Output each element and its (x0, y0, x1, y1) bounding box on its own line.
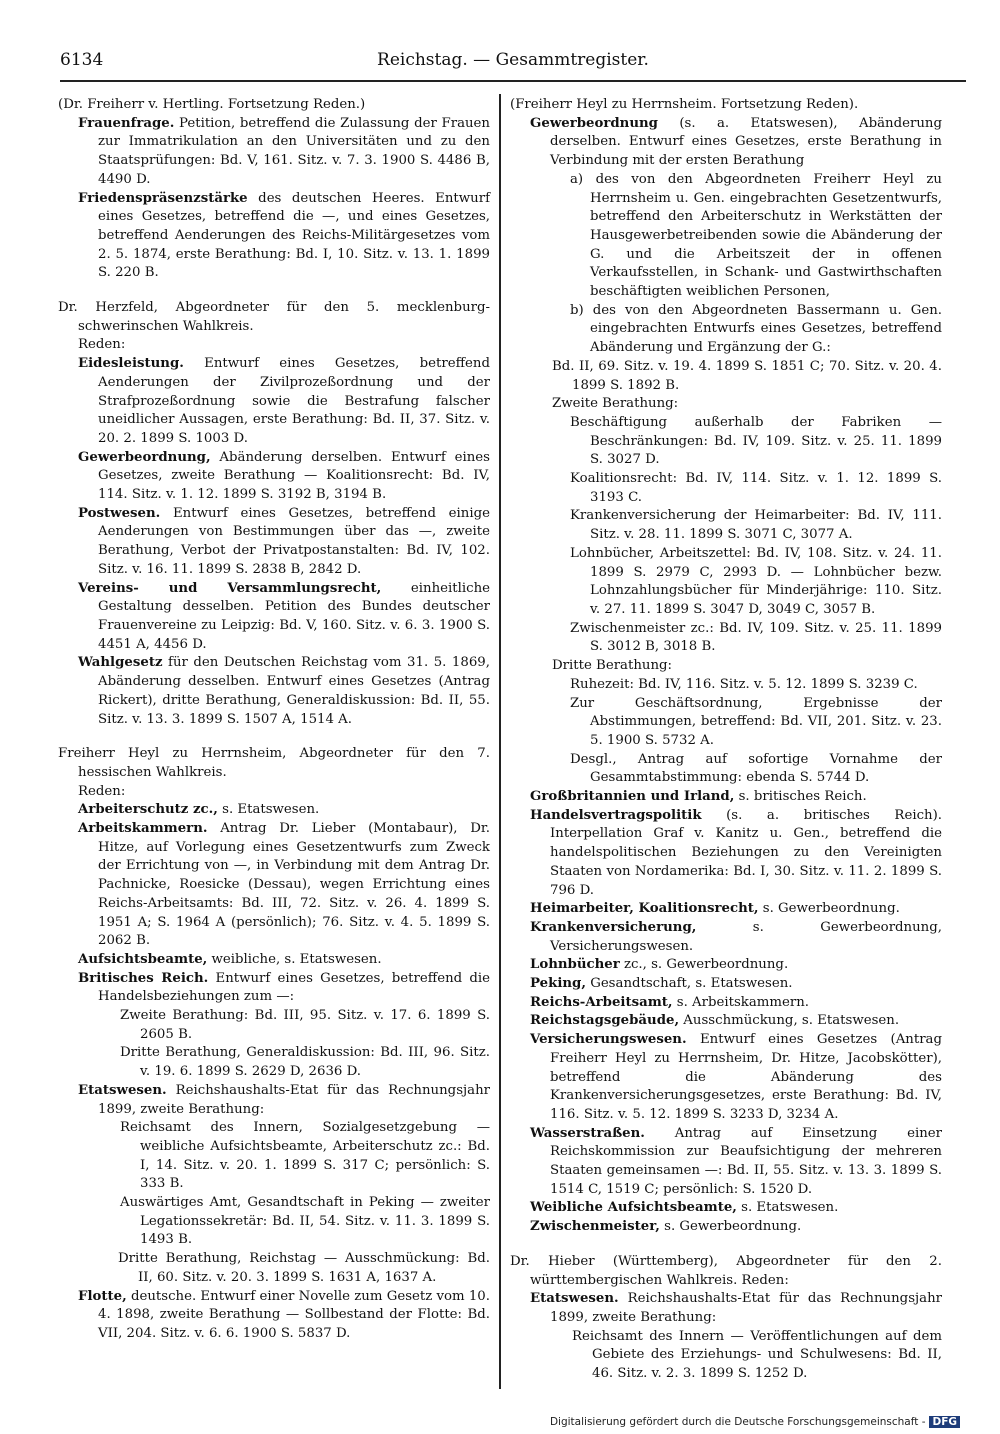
entry-text: für den Deutschen Reichstag vom 31. 5. 1869, Abänderung desselben. Entwurf eines Gesetzes (Antrag Rickert), dritte Berathung, Generaldiskussion: Bd. II, 55. Sitz. v. 13. 3. 1899 S. 1507 A, 1514 A. (98, 655, 490, 727)
index-entry (530, 1012, 942, 1031)
index-entry (78, 1082, 490, 1119)
index-entry (78, 355, 490, 449)
entry-text: Entwurf eines Gesetzes (Antrag Freiherr Heyl zu Herrnsheim, Dr. Hitze, Jacobskötter), betreffend die Abänderung des Krankenversicherungsgesetzes, erste Berathung: Bd. IV, 116. Sitz. v. 5. 12. 1899 S. 3233 D, 3234 A. (550, 1032, 942, 1122)
entry-keyword: Peking, (530, 976, 586, 992)
section-gap (510, 1237, 942, 1253)
index-entry (78, 1288, 490, 1344)
member-heading (58, 745, 490, 782)
sub-entry-text: Desgl., Antrag auf sofortige Vornahme der Gesammtabstimmung: ebenda S. 5744 D. (570, 751, 942, 786)
sub-entry-text: Lohnbücher, Arbeitszettel: Bd. IV, 108. Sitz. v. 24. 11. 1899 S. 2979 C, 2993 D. — Lohnbücher bezw. Lohnzahlungsbücher für Minderjährige: 110. Sitz. v. 27. 11. 1899 S. 3047 D, 3049 C, 3057 B. (570, 545, 942, 617)
entry-text: s. Gewerbeordnung. (659, 1219, 802, 1235)
entry-keyword: Friedenspräsenzstärke (78, 190, 248, 206)
entry-keyword: Flotte, (78, 1288, 127, 1304)
entry-text: weibliche, s. Etatswesen. (207, 951, 382, 967)
sub-entry-text: Ruhezeit: Bd. IV, 116. Sitz. v. 5. 12. 1899 S. 3239 C. (570, 676, 918, 692)
entry-keyword: Vereins- und Versammlungsrecht, (78, 580, 382, 596)
index-entry (78, 190, 490, 284)
entry-text: Ausschmückung, s. Etatswesen. (679, 1013, 900, 1029)
index-entry (78, 951, 490, 970)
sub-entry (570, 507, 942, 544)
header-rule (60, 80, 966, 82)
entry-text: s. Gewerbeordnung, Versicherungswesen. (550, 919, 942, 954)
running-head: Reichstag. — Gesammtregister. (377, 50, 649, 70)
sub-entry-text: Zwischenmeister zc.: Bd. IV, 109. Sitz. v. 25. 11. 1899 S. 3012 B, 3018 B. (570, 620, 942, 655)
entry-keyword: Eidesleistung. (78, 356, 184, 372)
sub-entry (120, 1007, 490, 1044)
index-entry (530, 919, 942, 956)
entry-text: deutsche. Entwurf einer Novelle zum Gesetz vom 10. 4. 1898, zweite Berathung — Sollbestand der Flotte: Bd. VII, 204. Sitz. v. 6. 6. 1900 S. 5837 D. (98, 1288, 490, 1341)
sub-entry-text: Reichsamt des Innern — Veröffentlichungen auf dem Gebiete des Erziehungs- und Schulwesens: Bd. II, 46. Sitz. v. 2. 3. 1899 S. 1252 D. (572, 1328, 942, 1382)
index-entry (530, 900, 942, 919)
sub-entry (552, 358, 942, 395)
member-name: Dr. Hieber (Württemberg), Abgeordneter für den 2. württembergischen Wahlkreis. Reden: (510, 1253, 942, 1288)
sub-entry (570, 695, 942, 751)
sub-entry (118, 1250, 490, 1287)
sub-entry (552, 657, 942, 676)
sub-entry-text: Beschäftigung außerhalb der Fabriken — Beschränkungen: Bd. IV, 109. Sitz. v. 25. 11. 1899 S. 3027 D. (570, 414, 942, 468)
entry-text: zc., s. Gewerbeordnung. (619, 957, 789, 973)
index-entry (78, 115, 490, 190)
entry-keyword: Weibliche Aufsichtsbeamte, (530, 1200, 737, 1216)
entry-text: Gesandtschaft, s. Etatswesen. (585, 976, 793, 992)
sub-entry-text: Bd. II, 69. Sitz. v. 19. 4. 1899 S. 1851 C; 70. Sitz. v. 20. 4. 1899 S. 1892 B. (552, 358, 942, 393)
index-entry (78, 505, 490, 580)
entry-keyword: Postwesen. (78, 505, 161, 521)
sub-entry (570, 620, 942, 657)
sub-entry-text: Krankenversicherung der Heimarbeiter: Bd. IV, 111. Sitz. v. 28. 11. 1899 S. 3071 C, 3077 A. (570, 508, 942, 543)
section-gap (58, 283, 490, 299)
entry-keyword: Arbeitskammern. (78, 821, 208, 837)
index-entry (530, 1199, 942, 1218)
speeches-label-text: Reden: (78, 783, 126, 799)
page-number: 6134 (60, 50, 104, 70)
sub-entry-text: Auswärtiges Amt, Gesandtschaft in Peking — zweiter Legationssekretär: Bd. II, 54. Sitz. v. 11. 3. 1899 S. 1493 B. (120, 1195, 490, 1248)
member-heading (58, 299, 490, 336)
sub-entry-text: a) des von den Abgeordneten Freiherr Heyl zu Herrnsheim u. Gen. eingebrachten Gesetzentwurfs, betreffend den Arbeiterschutz in Werkstätten der Hausgewerbetreibenden sowie die Abänderung der G. und die Arbeitszeit der in offenen Verkaufsstellen, in Schank- und Gastwirthschaften beschäftigten weiblichen Personen, (570, 171, 942, 300)
entry-text: Antrag auf Einsetzung einer Reichskommission zur Beaufsichtigung der mehreren Staaten gemeinsamen —: Bd. II, 55. Sitz. v. 13. 3. 1899 S. 1514 C, 1519 C; persönlich: S. 1520 D. (550, 1125, 942, 1197)
index-entry (78, 820, 490, 951)
entry-keyword: Krankenversicherung, (530, 919, 697, 935)
index-entry (530, 956, 942, 975)
entry-keyword: Etatswesen. (78, 1082, 167, 1098)
sub-entry-text: Dritte Berathung, Reichstag — Ausschmückung: Bd. II, 60. Sitz. v. 20. 3. 1899 S. 1631 A, 1637 A. (118, 1251, 490, 1285)
index-entry (78, 654, 490, 729)
sub-entry-text: Dritte Berathung, Generaldiskussion: Bd. III, 96. Sitz. v. 19. 6. 1899 S. 2629 D, 2636 D. (120, 1045, 490, 1080)
entry-text: Entwurf eines Gesetzes, betreffend die Handelsbeziehungen zum —: (98, 970, 490, 1005)
entry-text: s. Etatswesen. (217, 802, 320, 818)
entry-text: (s. a. Etatswesen), Abänderung derselben. Entwurf eines Gesetzes, erste Berathung in Verbindung mit der ersten Berathung (550, 115, 942, 169)
entry-keyword: Lohnbücher (530, 957, 620, 973)
continuation-text: (Dr. Freiherr v. Hertling. Fortsetzung Reden.) (58, 97, 366, 112)
sub-entry (120, 1119, 490, 1194)
sub-entry (570, 171, 942, 302)
index-entry (78, 801, 490, 820)
entry-keyword: Etatswesen. (530, 1291, 619, 1307)
member-heading (510, 1253, 942, 1290)
entry-keyword: Aufsichtsbeamte, (78, 951, 208, 967)
entry-keyword: Wahlgesetz (78, 655, 163, 671)
entry-keyword: Heimarbeiter, Koalitionsrecht, (530, 901, 759, 917)
index-entry (530, 1125, 942, 1200)
entry-keyword: Arbeiterschutz zc., (78, 802, 218, 818)
member-name: Freiherr Heyl zu Herrnsheim, Abgeordneter für den 7. hessischen Wahlkreis. (58, 746, 490, 780)
index-entry (530, 1290, 942, 1327)
speeches-label (78, 336, 490, 355)
index-entry (78, 970, 490, 1007)
index-entry (530, 994, 942, 1013)
sub-entry (572, 1328, 942, 1384)
entry-text: des deutschen Heeres. Entwurf eines Gesetzes, betreffend die —, und eines Gesetzes, betreffend Aenderungen des Reichs-Militärgesetzes vom 2. 5. 1874, erste Berathung: Bd. I, 10. Sitz. v. 13. 1. 1899 S. 220 B. (98, 190, 490, 281)
speeches-label-text: Reden: (78, 337, 126, 353)
entry-text: (s. a. britisches Reich). Interpellation Graf v. Kanitz u. Gen., betreffend die handelspolitischen Beziehungen zu den Vereinigten Staaten von Nordamerika: Bd. I, 30. Sitz. v. 11. 2. 1899 S. 796 D. (550, 807, 942, 898)
sub-entry (570, 676, 942, 695)
sub-entry-text: Koalitionsrecht: Bd. IV, 114. Sitz. v. 1. 12. 1899 S. 3193 C. (570, 471, 942, 505)
index-entry (530, 1218, 942, 1237)
entry-text: Entwurf eines Gesetzes, betreffend einige Aenderungen von Bestimmungen über das —, zweite Berathung, Verbot der Privatpostanstalten: Bd. IV, 102. Sitz. v. 16. 11. 1899 S. 2838 B, 2842 D. (98, 505, 490, 577)
index-entry (530, 115, 942, 171)
entry-keyword: Versicherungswesen. (530, 1032, 687, 1048)
entry-text: Petition, betreffend die Zulassung der Frauen zur Immatrikulation an den Universitäten und zu den Staatsprüfungen: Bd. V, 161. Sitz. v. 7. 3. 1900 S. 4486 B, 4490 D. (98, 115, 490, 187)
footer-credit: Digitalisierung gefördert durch die Deutsche Forschungsgemeinschaft - (549, 1416, 926, 1428)
continuation-text: (Freiherr Heyl zu Herrnsheim. Fortsetzung Reden). (510, 97, 859, 112)
sub-entry-text: Zweite Berathung: (552, 396, 679, 412)
left-column (58, 96, 490, 1344)
entry-text: Entwurf eines Gesetzes, betreffend Aenderungen der Zivilprozeßordnung und der Strafprozeßordnung sowie die Bestrafung falscher uneidlicher Aussagen, erste Berathung: Bd. II, 37. Sitz. v. 20. 2. 1899 S. 1003 D. (98, 356, 490, 446)
sub-entry (570, 751, 942, 788)
sub-entry-text: Zur Geschäftsordnung, Ergebnisse der Abstimmungen, betreffend: Bd. VII, 201. Sitz. v. 23. 5. 1900 S. 5732 A. (570, 695, 942, 748)
speeches-label (78, 783, 490, 802)
section-gap (58, 729, 490, 745)
footer (550, 1416, 960, 1428)
entry-text: Reichshaushalts-Etat für das Rechnungsjahr 1899, zweite Berathung: (550, 1291, 942, 1325)
entry-text: s. Etatswesen. (736, 1200, 839, 1216)
sub-entry-text: Reichsamt des Innern, Sozialgesetzgebung — weibliche Aufsichtsbeamte, Arbeiterschutz zc.: Bd. I, 14. Sitz. v. 20. 1. 1899 S. 317 C; persönlich: S. 333 B. (120, 1120, 490, 1192)
sub-entry-text: Dritte Berathung: (552, 658, 673, 674)
entry-keyword: Reichstagsgebäude, (530, 1013, 680, 1029)
entry-keyword: Handelsvertragspolitik (530, 807, 702, 823)
entry-keyword: Frauenfrage. (78, 115, 175, 131)
entry-text: Reichshaushalts-Etat für das Rechnungsjahr 1899, zweite Berathung: (98, 1082, 490, 1117)
sub-entry-text: b) des von den Abgeordneten Bassermann u. Gen. eingebrachten Entwurfs eines Gesetzes, betreffend Abänderung und Ergänzung der G.: (570, 302, 942, 356)
entry-text: s. britisches Reich. (734, 789, 867, 805)
entry-keyword: Wasserstraßen. (530, 1125, 645, 1141)
sub-entry (570, 470, 942, 507)
continuation-line (510, 96, 942, 115)
index-entry (530, 1031, 942, 1125)
entry-text: Antrag Dr. Lieber (Montabaur), Dr. Hitze, auf Vorlegung eines Gesetzentwurfs zum Zweck der Errichtung von —, in Verbindung mit dem Antrag Dr. Pachnicke, Roesicke (Dessau), wegen Errichtung eines Reichs-Arbeitsamts: Bd. III, 72. Sitz. v. 26. 4. 1899 S. 1951 A; S. 1964 A (persönlich); 76. Sitz. v. 4. 5. 1899 S. 2062 B. (98, 821, 490, 949)
entry-text: s. Arbeitskammern. (672, 994, 810, 1010)
index-entry (530, 807, 942, 901)
entry-text: einheitliche Gestaltung desselben. Petition des Bundes deutscher Frauenvereine zu Leipzig: Bd. V, 160. Sitz. v. 6. 3. 1900 S. 4451 A, 4456 D. (98, 580, 491, 652)
entry-keyword: Reichs-Arbeitsamt, (530, 994, 673, 1010)
sub-entry (570, 545, 942, 620)
index-entry (78, 580, 490, 655)
entry-keyword: Gewerbeordnung (530, 115, 658, 131)
index-entry (78, 449, 490, 505)
sub-entry (570, 414, 942, 470)
entry-keyword: Zwischenmeister, (530, 1219, 660, 1235)
page-header (60, 50, 966, 76)
entry-text: Abänderung derselben. Entwurf eines Gesetzes, zweite Berathung — Koalitionsrecht: Bd. IV, 114. Sitz. v. 1. 12. 1899 S. 3192 B, 3194 B. (98, 449, 490, 503)
column-divider (499, 94, 501, 1389)
member-name: Dr. Herzfeld, Abgeordneter für den 5. mecklenburg-schwerinschen Wahlkreis. (58, 300, 490, 334)
sub-entry-text: Zweite Berathung: Bd. III, 95. Sitz. v. 17. 6. 1899 S. 2605 B. (120, 1008, 490, 1042)
entry-text: s. Gewerbeordnung. (758, 901, 900, 917)
index-entry (530, 788, 942, 807)
entry-keyword: Gewerbeordnung, (78, 449, 211, 465)
entry-keyword: Großbritannien und Irland, (530, 789, 735, 805)
sub-entry (120, 1044, 490, 1081)
continuation-line (58, 96, 490, 115)
right-column (510, 96, 942, 1384)
sub-entry (570, 302, 942, 358)
dfg-logo: DFG (929, 1416, 960, 1428)
entry-keyword: Britisches Reich. (78, 970, 209, 986)
sub-entry (120, 1194, 490, 1250)
sub-entry (552, 395, 942, 414)
index-entry (530, 975, 942, 994)
